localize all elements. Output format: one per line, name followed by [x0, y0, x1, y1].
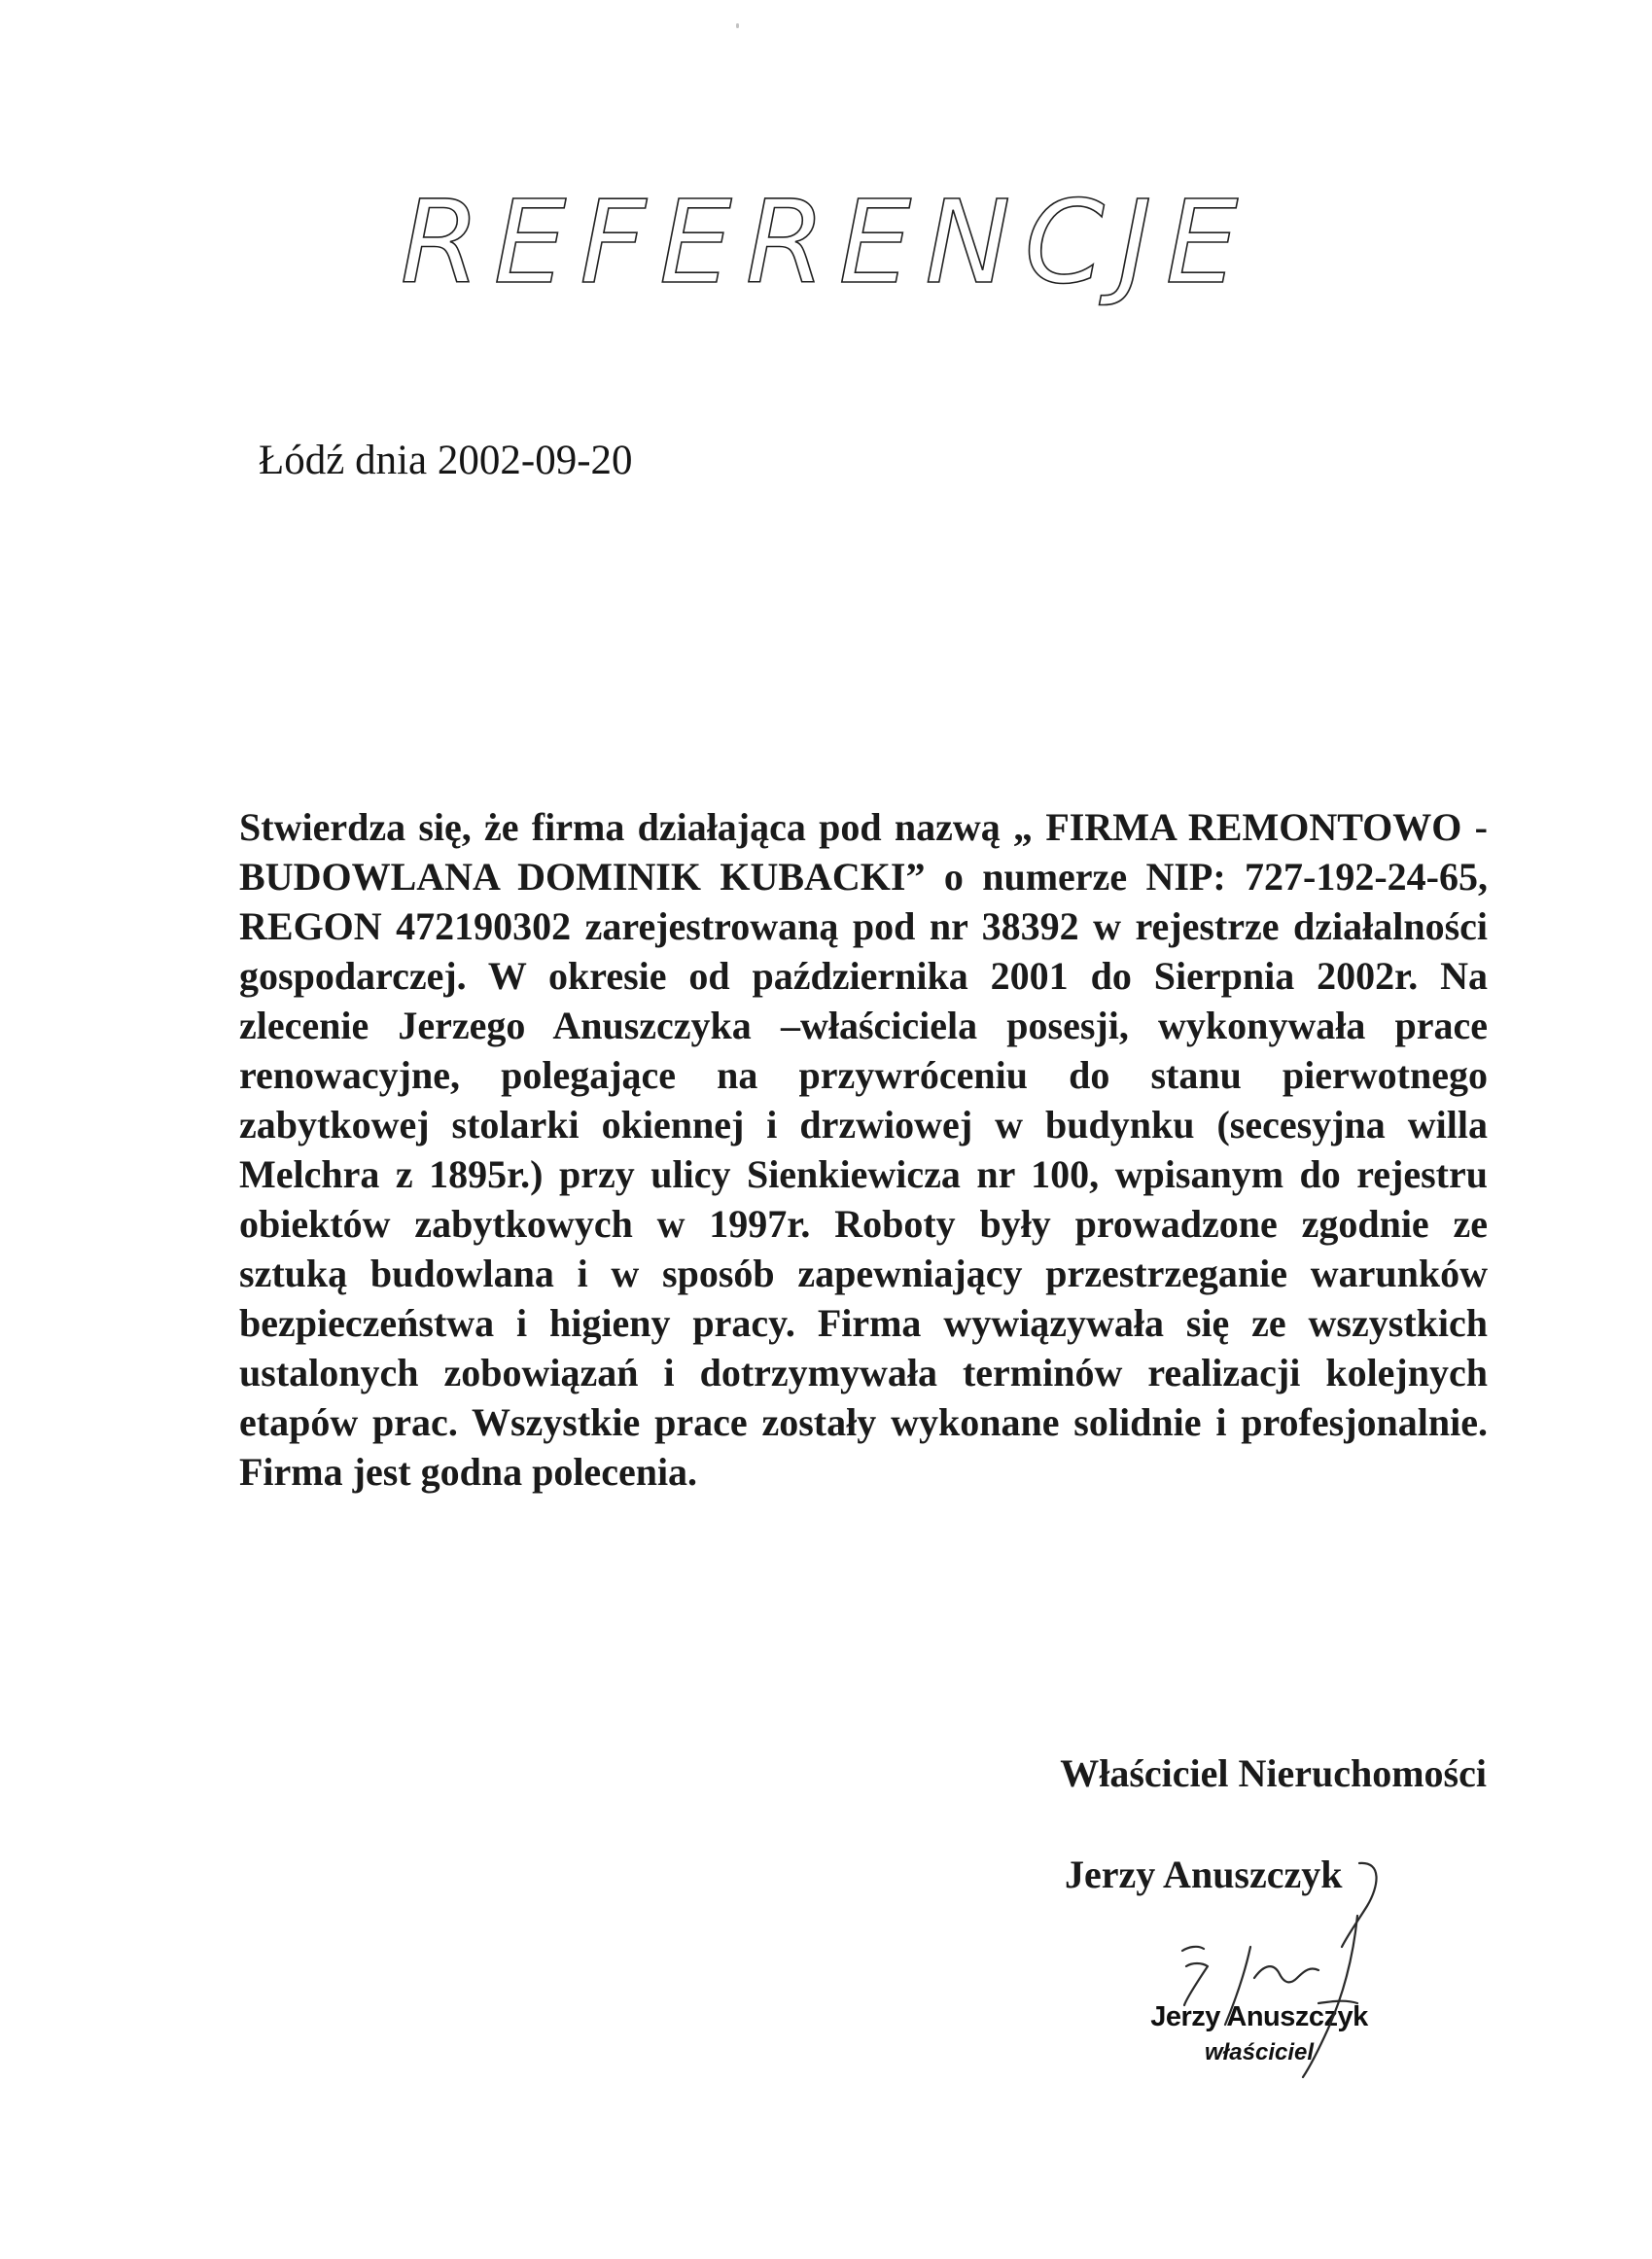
stamp-role: właściciel: [1204, 2039, 1315, 2066]
scan-speck: [736, 23, 739, 28]
document-title: REFERENCJE: [400, 175, 1252, 309]
handwritten-signature: [1128, 1857, 1420, 2081]
stamp-name: Jerzy Anuszczyk: [1150, 2001, 1368, 2032]
owner-title: Właściciel Nieruchomości: [1060, 1751, 1487, 1795]
owner-name: Jerzy Anuszczyk: [1065, 1853, 1343, 1896]
signature-stroke-wave: [1254, 1966, 1318, 1982]
signature-stroke-j: [1182, 1947, 1208, 2005]
signature-stroke-main: [1225, 1947, 1250, 2025]
date-line: Łódź dnia 2002-09-20: [259, 438, 633, 483]
signature-stroke-swoosh: [1303, 1916, 1357, 2077]
signature-stroke-loop: [1342, 1863, 1377, 1947]
reference-body: Stwierdza się, że firma działająca pod nazwą „ FIRMA REMONTOWO - BUDOWLANA DOMINIK KUBACKI” o numerze NIP: 727-192-24-65, REGON 472190302 zarejestrowaną pod nr 38392 w rejestrze działalności gospodarczej. W okresie od października 2001 do Sierpnia 2002r. Na zlecenie Jerzego Anuszczyka –właściciela posesji, wykonywała prace renowacyjne, polegające na przywróceniu do stanu pierwotnego zabytkowej stolarki okiennej i drzwiowej w budynku (secesyjna willa Melchra z 1895r.) przy ulicy Sienkiewicza nr 100, wpisanym do rejestru obiektów zabytkowych w 1997r. Roboty były prowadzone zgodnie ze sztuką budowlana i w sposób zapewniający przestrzeganie warunków bezpieczeństwa i higieny pracy. Firma wywiązywała się ze wszystkich ustalonych zobowiązań i dotrzymywała terminów realizacji kolejnych etapów prac. Wszystkie prace zostały wykonane solidnie i profesjonalnie. Firma jest godna polecenia.: [239, 805, 1488, 1494]
